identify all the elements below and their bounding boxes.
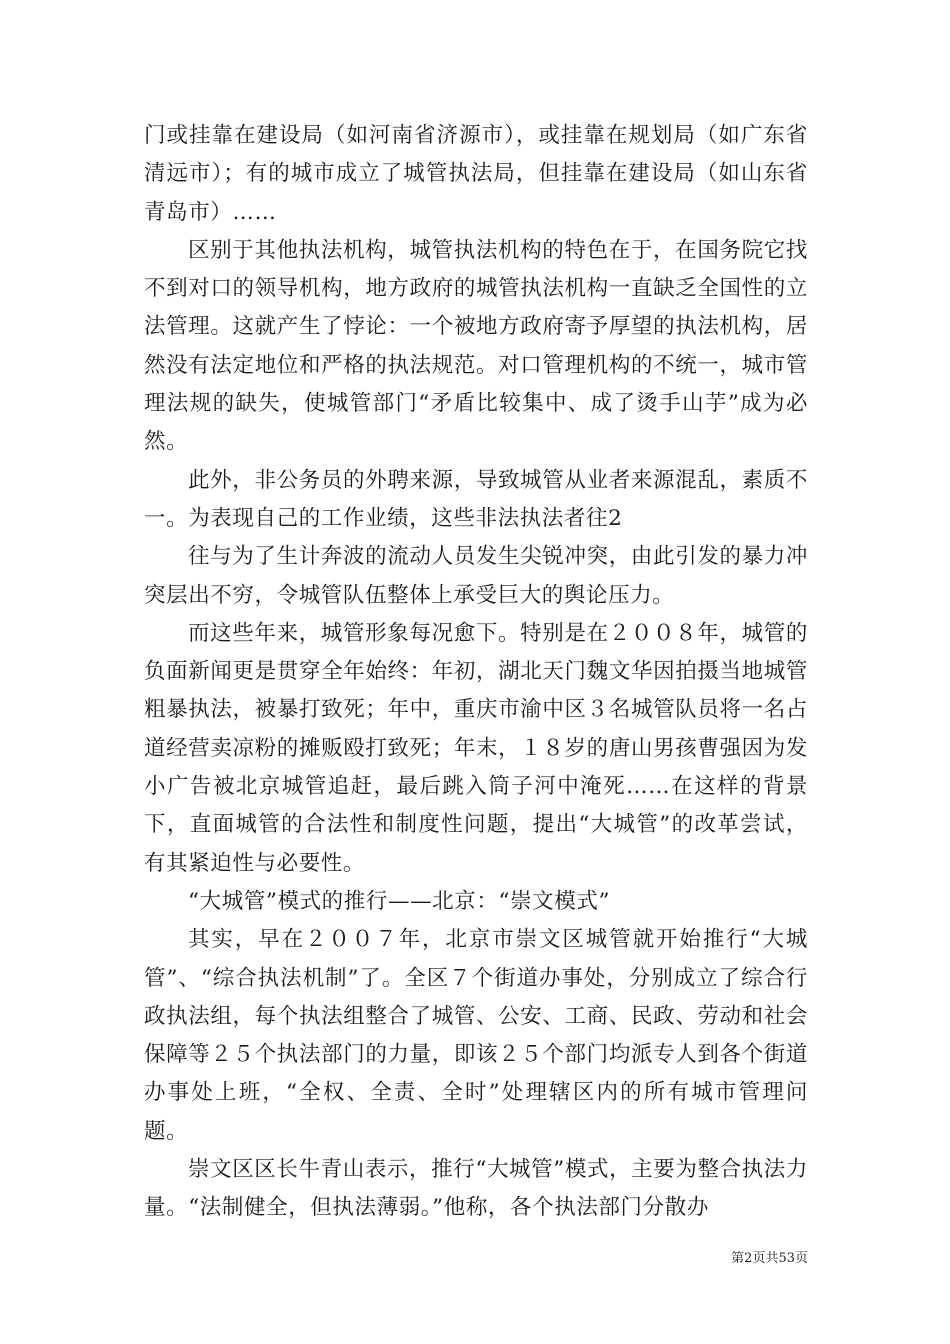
section-heading: “大城管”模式的推行——北京：“崇文模式” [188, 888, 611, 914]
paragraph-5: 而这些年来，城管形象每况愈下。特别是在２００８年，城管的负面新闻更是贯穿全年始终：年初，湖北天门魏文华因拍摄当地城管粗暴执法，被暴打致死；年中，重庆市渝中区３名城管队员将一名占道经营卖凉粉的摊贩殴打致死；年末，１８岁的唐山男孩曹强因为发小广告被北京城管追赶，最后跳入筒子河中淹死……在这样的背景下，直面城管的合法性和制度性问题，提出“大城管”的改革尝试，有其紧迫性与必要性。 [144, 620, 808, 876]
paragraph-1: 门或挂靠在建设局（如河南省济源市），或挂靠在规划局（如广东省清远市）；有的城市成立了城管执法局，但挂靠在建设局（如山东省青岛市）…… [144, 123, 808, 225]
paragraph-3: 此外，非公务员的外聘来源，导致城管从业者来源混乱，素质不一。为表现自己的工作业绩，这些非法执法者往2 [144, 467, 808, 531]
document-body [144, 117, 808, 1228]
paragraph-7: 崇文区区长牛青山表示，推行“大城管”模式，主要为整合执法力量。“法制健全，但执法薄弱。”他称，各个执法部门分散办 [144, 1157, 808, 1221]
page-number-footer: 第2页共53页 [731, 1251, 808, 1266]
paragraph-4: 往与为了生计奔波的流动人员发生尖锐冲突，由此引发的暴力冲突层出不穷，令城管队伍整体上承受巨大的舆论压力。 [144, 544, 808, 608]
paragraph-6: 其实，早在２００７年，北京市崇文区城管就开始推行“大城管”、“综合执法机制”了。全区７个街道办事处，分别成立了综合行政执法组，每个执法组整合了城管、公安、工商、民政、劳动和社会保障等２５个执法部门的力量，即该２５个部门均派专人到各个街道办事处上班，“全权、全责、全时”处理辖区内的所有城市管理问题。 [144, 927, 808, 1144]
paragraph-2: 区别于其他执法机构，城管执法机构的特色在于，在国务院它找不到对口的领导机构，地方政府的城管执法机构一直缺乏全国性的立法管理。这就产生了悖论：一个被地方政府寄予厚望的执法机构，居然没有法定地位和严格的执法规范。对口管理机构的不统一，城市管理法规的缺失，使城管部门“矛盾比较集中、成了烫手山芋”成为必然。 [144, 237, 808, 455]
